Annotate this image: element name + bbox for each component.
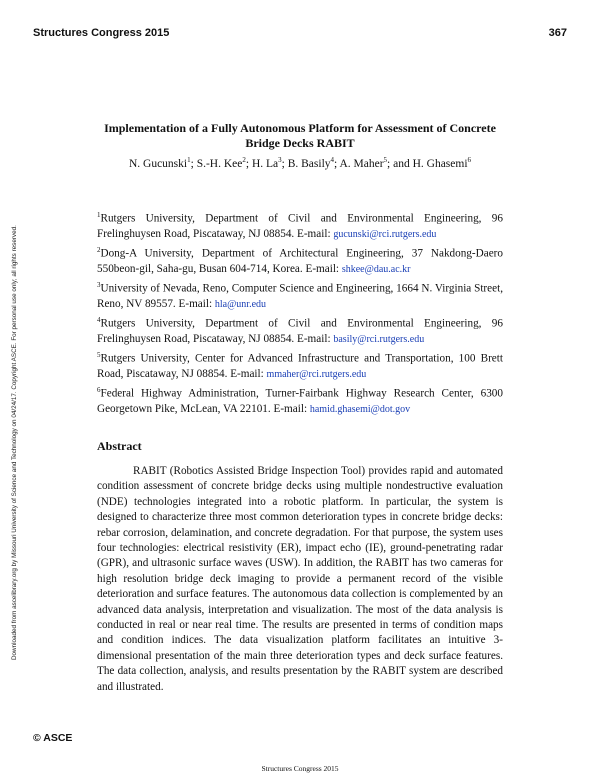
email-link[interactable]: shkee@dau.ac.kr	[341, 264, 411, 276]
publisher-mark: © ASCE	[33, 732, 73, 744]
affiliations	[97, 208, 503, 418]
author-sup: 6	[467, 156, 472, 164]
author-name: S.-H. Kee	[196, 157, 243, 170]
paper-title-line2: Bridge Decks RABIT	[245, 136, 355, 150]
author-sup: 5	[383, 156, 388, 164]
author-sup: 4	[330, 156, 335, 164]
email-link[interactable]: basily@rci.rutgers.edu	[333, 334, 425, 346]
email-link[interactable]: hla@unr.edu	[214, 299, 267, 311]
affiliation-text: Federal Highway Administration, Turner-Fairbank Highway Research Center, 6300 Georgetown Pike, McLean, VA 22101. E-mail:	[97, 387, 503, 415]
affiliation-sup: 3	[97, 280, 101, 289]
affiliation-text: Rutgers University, Center for Advanced Infrastructure and Transportation, 100 Brett Road, Piscataway, NJ 08854. E-mail:	[97, 352, 503, 381]
paper-title	[80, 121, 520, 151]
email-link[interactable]: hamid.ghasemi@dot.gov	[309, 403, 411, 415]
author-sup: 1	[187, 156, 191, 164]
abstract-body: RABIT (Robotics Assisted Bridge Inspection Tool) provides rapid and automated condition assessment of concrete bridge decks using multiple nondestructive evaluation (NDE) technologies integrated into a robotic platform. In particular, the system is designed to characterize three most common deterioration types in concrete bridge decks: rebar corrosion, delamination, and concrete degradation. For that purpose, the system uses four technologies: electrical resistivity (ER), impact echo (IE), ground-penetrating radar (GPR), and ultrasonic surface waves (USW). In addition, the RABIT has two cameras for high resolution bridge deck imaging to provide a permanent record of the visible deterioration and surface features. The autonomous data collection is complemented by an advanced data analysis, interpretation and visualization. The most of the data analysis is conducted in real or near real time. The results are presented in terms of condition maps and condition indices. The data visualization platform facilitates an intuitive 3-dimensional presentation of the main three deterioration types and deck surface features. The data collection, analysis, and results presentation by the RABIT system are described and illustrated.	[97, 465, 503, 693]
author-sep: ;	[190, 157, 197, 170]
affiliation-text: Rutgers University, Department of Civil and Environmental Engineering, 96 Frelinghuysen Road, Piscataway, NJ 08854. E-mail:	[97, 317, 503, 346]
affiliation-sup: 1	[97, 211, 101, 219]
affiliation-sup: 4	[97, 315, 101, 324]
author-name: H. Ghasemi	[412, 157, 468, 170]
author-name: N. Gucunski	[128, 157, 188, 170]
author-name: B. Basily	[287, 157, 331, 170]
email-link[interactable]: gucunski@rci.rutgers.edu	[333, 229, 437, 241]
affiliation-text: Dong-A University, Department of Architectural Engineering, 37 Nakdong-Daero 550beon-gil, Saha-gu, Busan 604-714, Korea. E-mail:	[97, 247, 503, 276]
affiliation	[97, 243, 503, 278]
author-name: A. Maher	[339, 157, 384, 170]
affiliation-text: Rutgers University, Department of Civil and Environmental Engineering, 96 Frelinghuysen Road, Piscataway, NJ 08854. E-mail:	[97, 212, 503, 241]
author-sep: ; and	[387, 157, 413, 170]
author-sup: 3	[278, 156, 282, 164]
author-list	[80, 156, 520, 170]
affiliation	[97, 348, 503, 383]
author-sep: ;	[245, 157, 252, 170]
download-notice-text: Downloaded from ascelibrary.org by Missouri University of Science and Technology on 04/24/17. Copyright ASCE. For personal use only; all rights reserved.	[11, 225, 18, 660]
affiliation	[97, 208, 503, 243]
affiliation	[97, 278, 503, 313]
page-footer: Structures Congress 2015	[261, 764, 339, 773]
download-notice	[2, 140, 18, 660]
abstract-heading: Abstract	[97, 439, 142, 453]
affiliation-sup: 6	[97, 385, 101, 394]
email-link[interactable]: mmaher@rci.rutgers.edu	[266, 369, 367, 381]
affiliation	[97, 383, 503, 418]
affiliation	[97, 313, 503, 348]
author-sep: ;	[334, 157, 340, 170]
page-number: 367	[548, 27, 567, 39]
paper-title-line1: Implementation of a Fully Autonomous Platform for Assessment of Concrete	[104, 121, 496, 135]
author-sep: ;	[281, 157, 288, 170]
author-name: H. La	[251, 157, 279, 170]
affiliation-sup: 2	[97, 245, 101, 254]
affiliation-sup: 5	[97, 350, 101, 359]
running-header-title: Structures Congress 2015	[33, 27, 170, 39]
affiliation-text: University of Nevada, Reno, Computer Science and Engineering, 1664 N. Virginia Street, Reno, NV 89557. E-mail:	[97, 282, 503, 311]
author-sup: 2	[242, 156, 246, 164]
